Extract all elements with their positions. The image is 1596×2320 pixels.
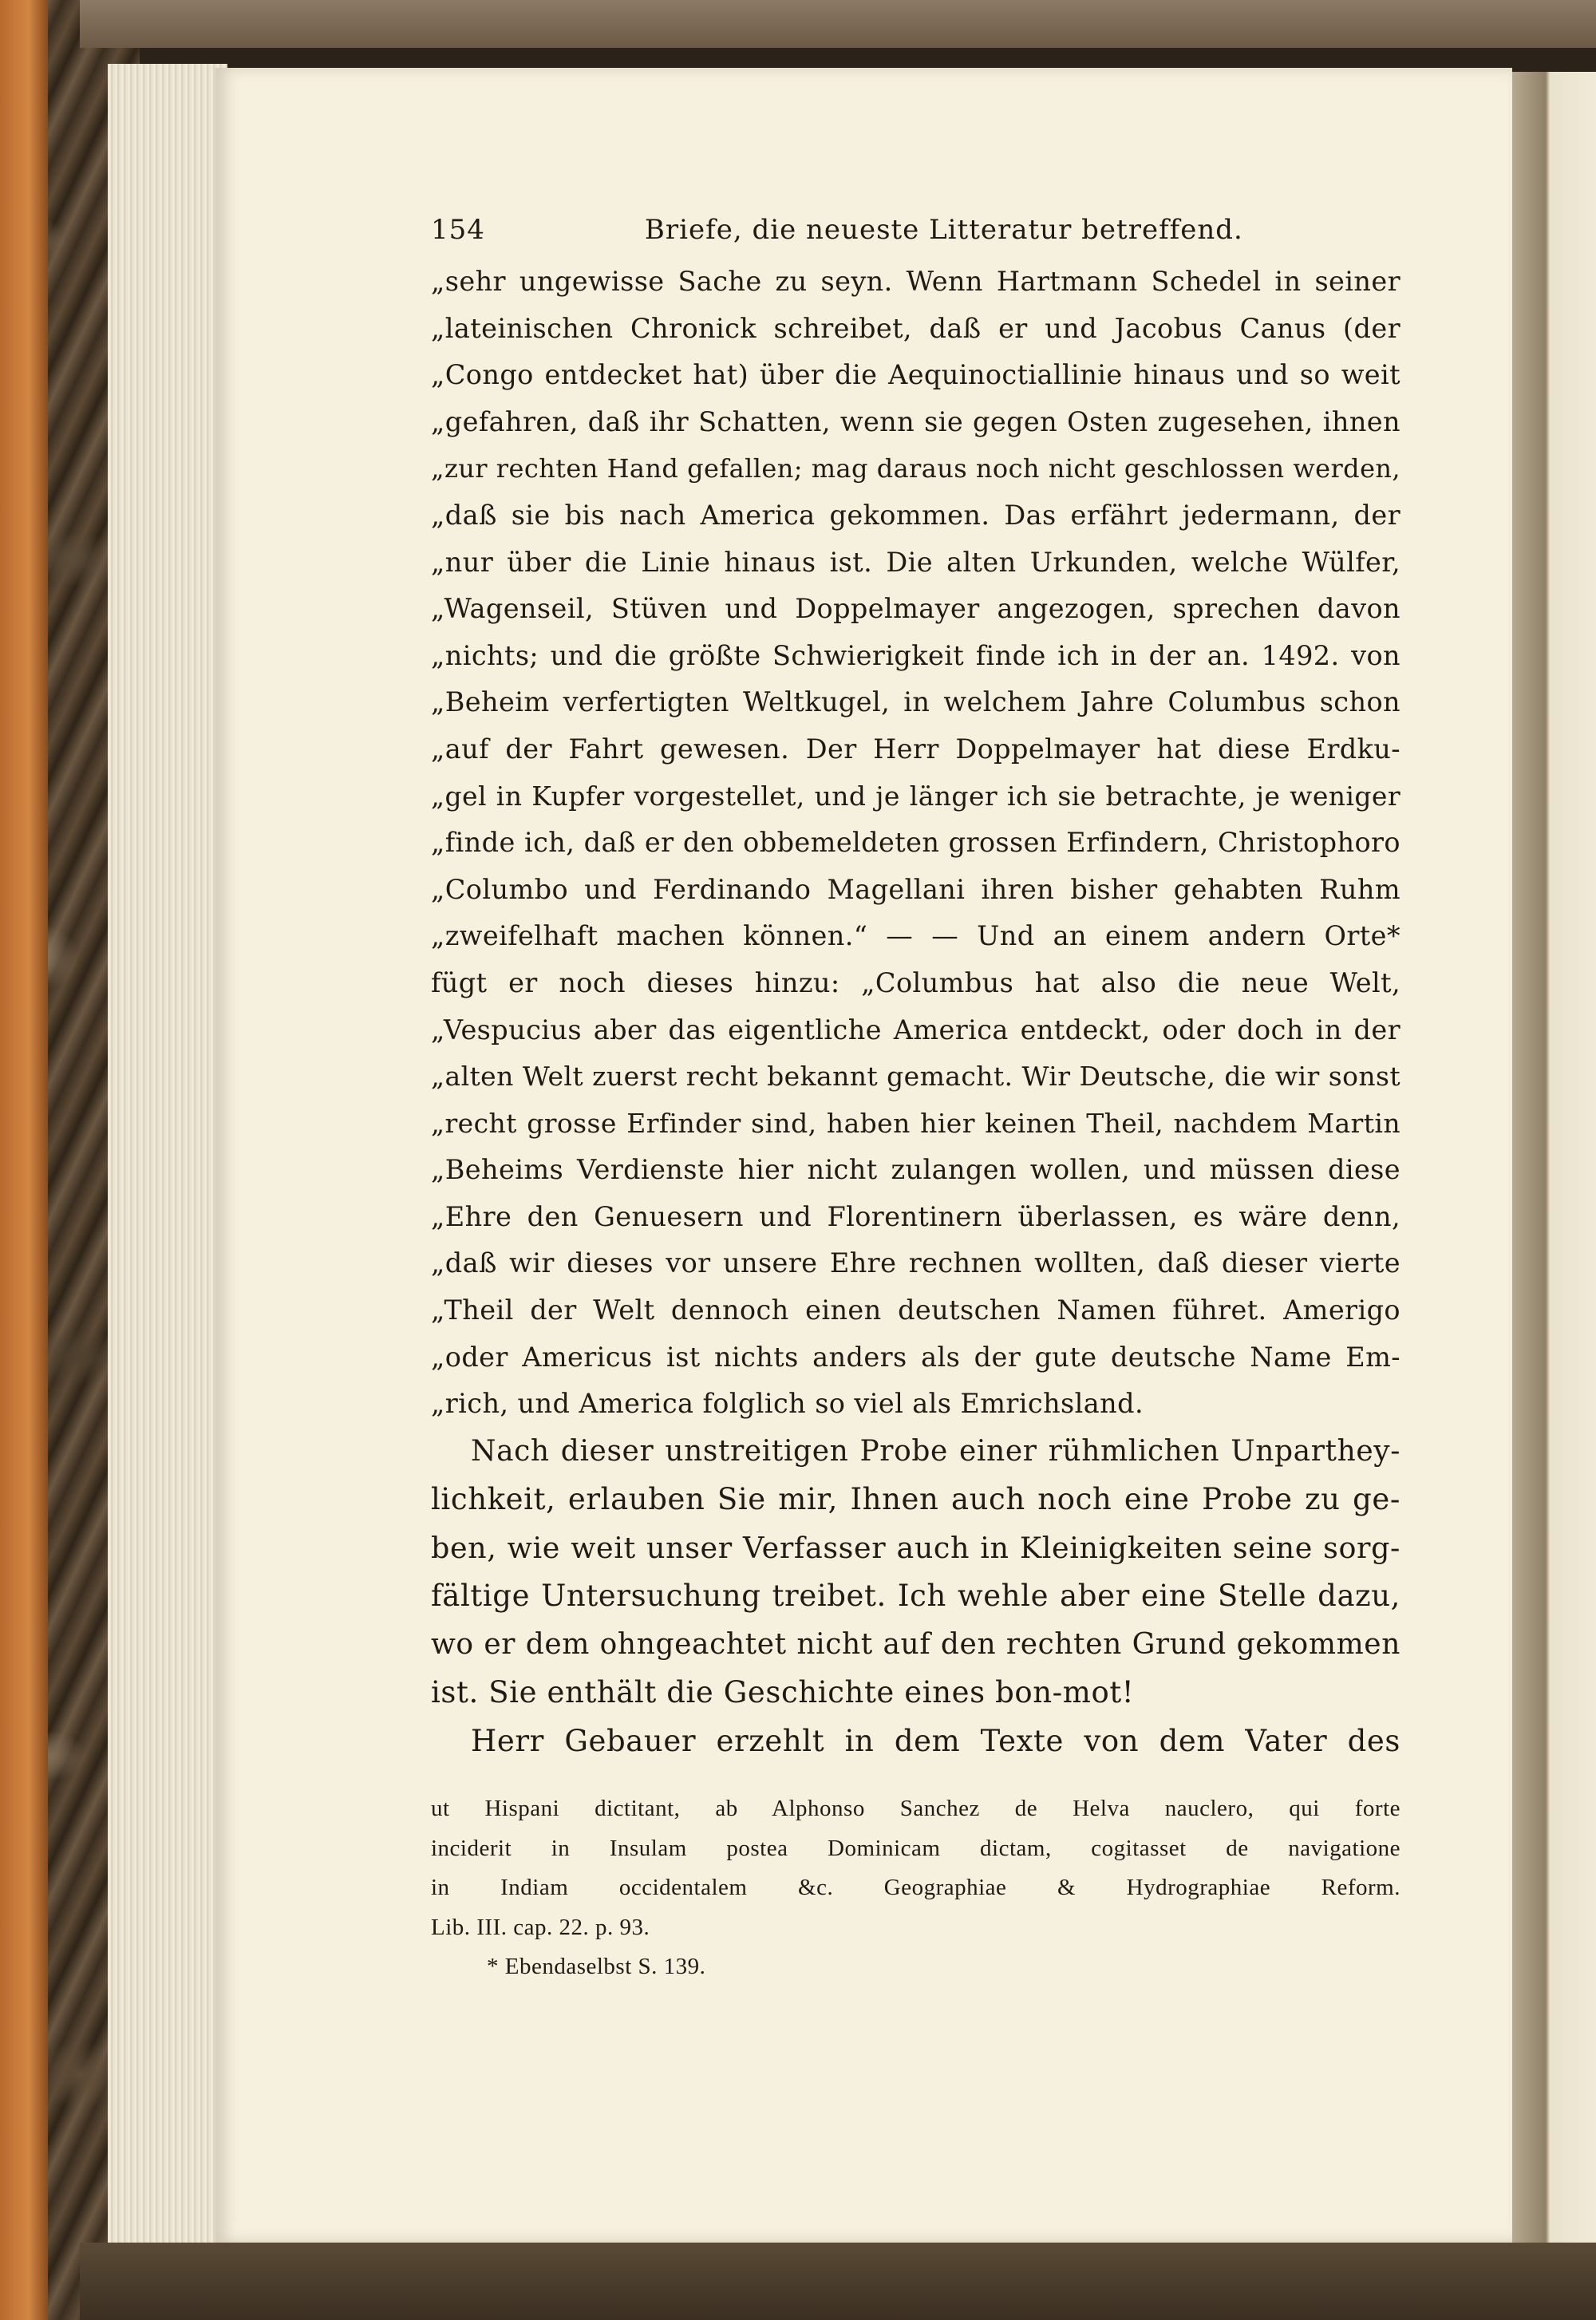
quote-line: „Theil der Welt dennoch einen deutschen Namen führet. Amerigo — [431, 1294, 1400, 1326]
paragraph-line: ist. Sie enthält die Geschichte eines bon-mot! — [431, 1675, 1135, 1710]
page-stack-edge — [108, 64, 227, 2251]
cover-spine-edge — [0, 0, 48, 2320]
quote-line: „sehr ungewisse Sache zu seyn. Wenn Hartmann Schedel in seiner — [431, 266, 1400, 297]
quote-line: „nichts; und die größte Schwierigkeit finde ich in der an. 1492. von — [431, 639, 1400, 671]
quote-line: „nur über die Linie hinaus ist. Die alten Urkunden, welche Wülfer, — [431, 546, 1400, 578]
footnote-line: inciderit in Insulam postea Dominicam dictam, cogitasset de navigatione — [431, 1835, 1400, 1861]
page-number: 154 — [431, 214, 485, 246]
quote-line: „daß wir dieses vor unsere Ehre rechnen wollten, daß dieser vierte — [431, 1247, 1400, 1279]
quote-line: „lateinischen Chronick schreibet, daß er und Jacobus Canus (der — [431, 312, 1400, 344]
quote-line: „finde ich, daß er den obbemeldeten grossen Erfindern, Christophoro — [431, 827, 1400, 859]
paragraph-line: ben, wie weit unser Verfasser auch in Kleinigkeiten seine sorg- — [431, 1530, 1400, 1565]
paragraph-line: lichkeit, erlauben Sie mir, Ihnen auch noch eine Probe zu ge- — [431, 1482, 1400, 1517]
paragraph-line: fältige Untersuchung treibet. Ich wehle aber eine Stelle dazu, — [431, 1579, 1400, 1614]
paragraph-line: Nach dieser unstreitigen Probe einer rühmlichen Unparthey- — [471, 1434, 1400, 1468]
quote-line: fügt er noch dieses hinzu: „Columbus hat also die neue Welt, — [431, 966, 1400, 998]
footnote-line: ut Hispani dictitant, ab Alphonso Sanchez de Helva nauclero, qui forte — [431, 1796, 1400, 1822]
footnote-star: * Ebendaselbst S. 139. — [487, 1954, 706, 1980]
paragraph-line: wo er dem ohngeachtet nicht auf den rechten Grund gekommen — [431, 1627, 1400, 1661]
quotation-block — [431, 259, 1400, 1428]
book-top-edge — [80, 0, 1596, 48]
quote-line: „Beheim verfertigten Weltkugel, in welchem Jahre Columbus schon — [431, 686, 1400, 718]
footnotes — [431, 1789, 1400, 1987]
quote-line: „Wagenseil, Stüven und Doppelmayer angezogen, sprechen davon — [431, 593, 1400, 625]
paragraph-line: Herr Gebauer erzehlt in dem Texte von dem Vater des — [471, 1723, 1400, 1758]
quote-line: „Ehre den Genuesern und Florentinern überlassen, es wäre denn, — [431, 1200, 1400, 1232]
quote-line: „Columbo und Ferdinando Magellani ihren bisher gehabten Ruhm — [431, 873, 1400, 905]
quote-line: „gefahren, daß ihr Schatten, wenn sie gegen Osten zugesehen, ihnen — [431, 405, 1400, 437]
quote-line: „zweifelhaft machen können.“ — — Und an einem andern Orte* — [431, 920, 1400, 952]
quote-line: „recht grosse Erfinder sind, haben hier keinen Theil, nachdem Martin — [431, 1107, 1400, 1139]
quote-line: „auf der Fahrt gewesen. Der Herr Doppelmayer hat diese Erdku- — [431, 733, 1400, 765]
quote-line: „gel in Kupfer vorgestellet, und je länger ich sie betrachte, je weniger — [431, 780, 1400, 812]
running-header — [431, 214, 1400, 259]
quote-line: „daß sie bis nach America gekommen. Das erfährt jedermann, der — [431, 499, 1400, 531]
book-right-edge — [1512, 72, 1596, 2243]
footnote-line: in Indiam occidentalem &c. Geographiae & Hydrographiae Reform. — [431, 1875, 1400, 1901]
quote-line: „alten Welt zuerst recht bekannt gemacht. Wir Deutsche, die wir sonst — [431, 1061, 1400, 1093]
paragraph-1 — [431, 1428, 1400, 1717]
running-title: Briefe, die neueste Litteratur betreffend. — [644, 214, 1243, 246]
quote-line: „zur rechten Hand gefallen; mag daraus noch nicht geschlossen werden, — [431, 453, 1400, 484]
quote-line: „rich, und America folglich so viel als Emrichsland. — [431, 1388, 1144, 1420]
quote-line: „Beheims Verdienste hier nicht zulangen wollen, und müssen diese — [431, 1154, 1400, 1186]
paragraph-2 — [431, 1717, 1400, 1766]
quote-line: „oder Americus ist nichts anders als der gute deutsche Name Em- — [431, 1341, 1400, 1373]
quote-line: „Congo entdecket hat) über die Aequinoctiallinie hinaus und so weit — [431, 359, 1400, 391]
quote-line: „Vespucius aber das eigentliche America entdeckt, oder doch in der — [431, 1014, 1400, 1045]
page-text — [431, 214, 1400, 1987]
book-bottom-edge — [80, 2243, 1596, 2320]
footnote-line: Lib. III. cap. 22. p. 93. — [431, 1914, 650, 1940]
